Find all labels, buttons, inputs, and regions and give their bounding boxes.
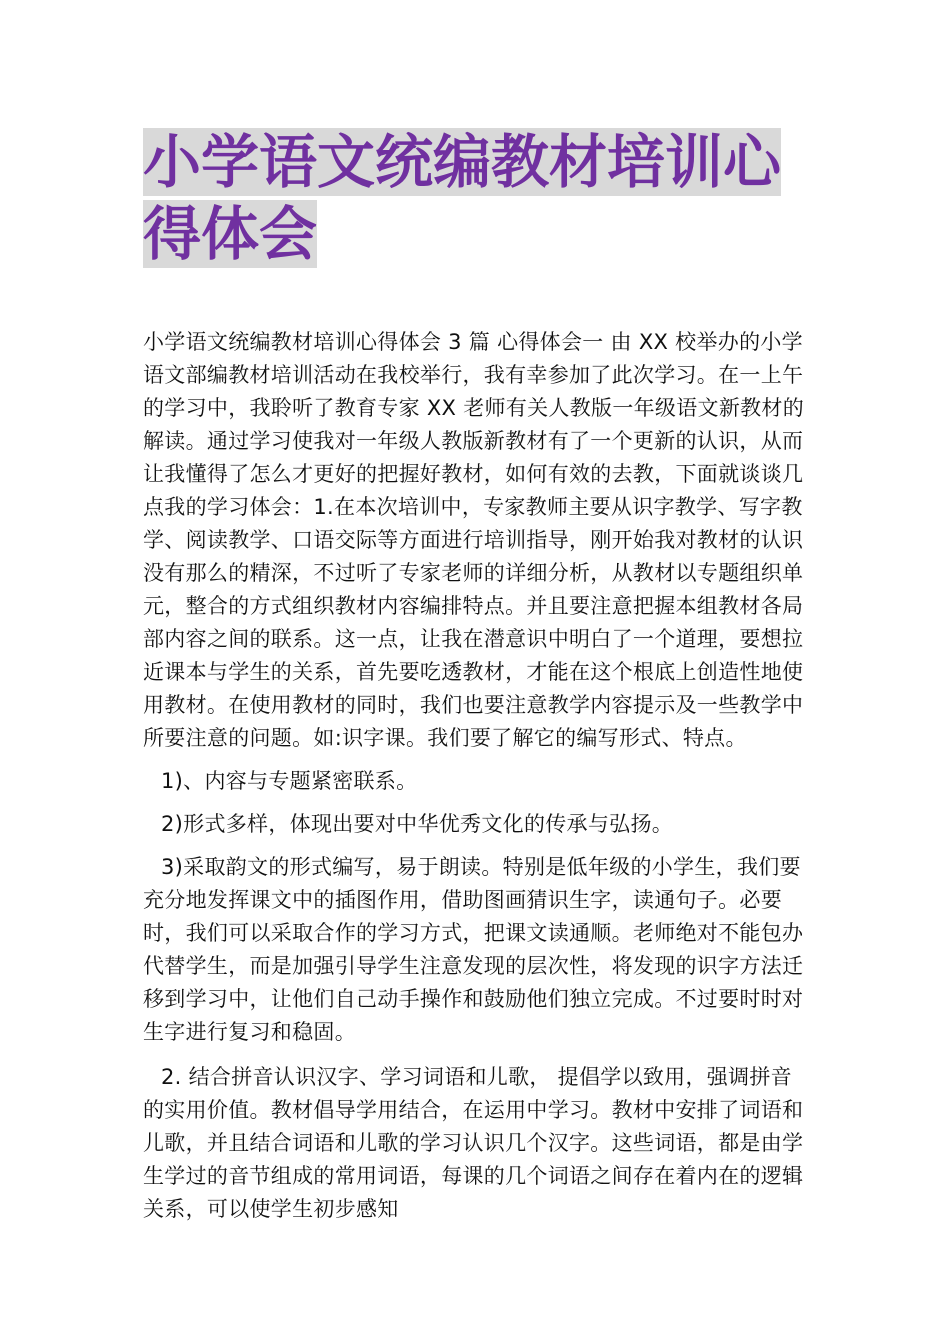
body-list-item-1: 1)、内容与专题紧密联系。 <box>161 769 418 793</box>
document-title <box>143 126 823 270</box>
body-paragraph-intro: 小学语文统编教材培训心得体会 3 篇 心得体会一 由 XX 校举办的小学语文部编教材培训活动在我校举行，我有幸参加了此次学习。在一上午的学习中，我聆听了教育专家 XX 老师有关人教版一年级语文新教材的解读。通过学习使我对一年级人教版新教材有了一个更新的认识，从而让我懂得了怎么才更好的把握好教材，如何有效的去教，下面就谈谈几点我的学习体会：1.在本次培训中，专家教师主要从识字教学、写字教学、阅读教学、口语交际等方面进行培训指导，刚开始我对教材的认识没有那么的精深，不过听了专家老师的详细分析，从教材以专题组织单元，整合的方式组织教材内容编排特点。并且要注意把握本组教材各局部内容之间的联系。这一点，让我在潜意识中明白了一个道理，要想拉近课本与学生的关系，首先要吃透教材，才能在这个根底上创造性地使用教材。在使用教材的同时，我们也要注意教学内容提示及一些教学中所要注意的问题。如:识字课。我们要了解它的编写形式、特点。 <box>143 330 805 750</box>
body-list-item-3: 3)采取韵文的形式编写，易于朗读。特别是低年级的小学生，我们要充分地发挥课文中的插图作用，借助图画猜识生字，读通句子。必要时，我们可以采取合作的学习方式，把课文读通顺。老师绝对不能包办代替学生，而是加强引导学生注意发现的层次性，将发现的识字方法迁移到学习中，让他们自己动手操作和鼓励他们独立完成。不过要时时对生字进行复习和稳固。 <box>143 855 804 1044</box>
document-title-text: 小学语文统编教材培训心得体会 <box>143 128 782 268</box>
body-list-item-2: 2)形式多样，体现出要对中华优秀文化的传承与弘扬。 <box>161 812 674 836</box>
document-body <box>143 326 813 1226</box>
body-paragraph-section-2: 2. 结合拼音认识汉字、学习词语和儿歌， 提倡学以致用，强调拼音的实用价值。教材倡导学用结合，在运用中学习。教材中安排了词语和儿歌，并且结合词语和儿歌的学习认识几个汉字。这些词语，都是由学生学过的音节组成的常用词语，每课的几个词语之间存在着内在的逻辑关系，可以使学生初步感知 <box>143 1065 804 1221</box>
